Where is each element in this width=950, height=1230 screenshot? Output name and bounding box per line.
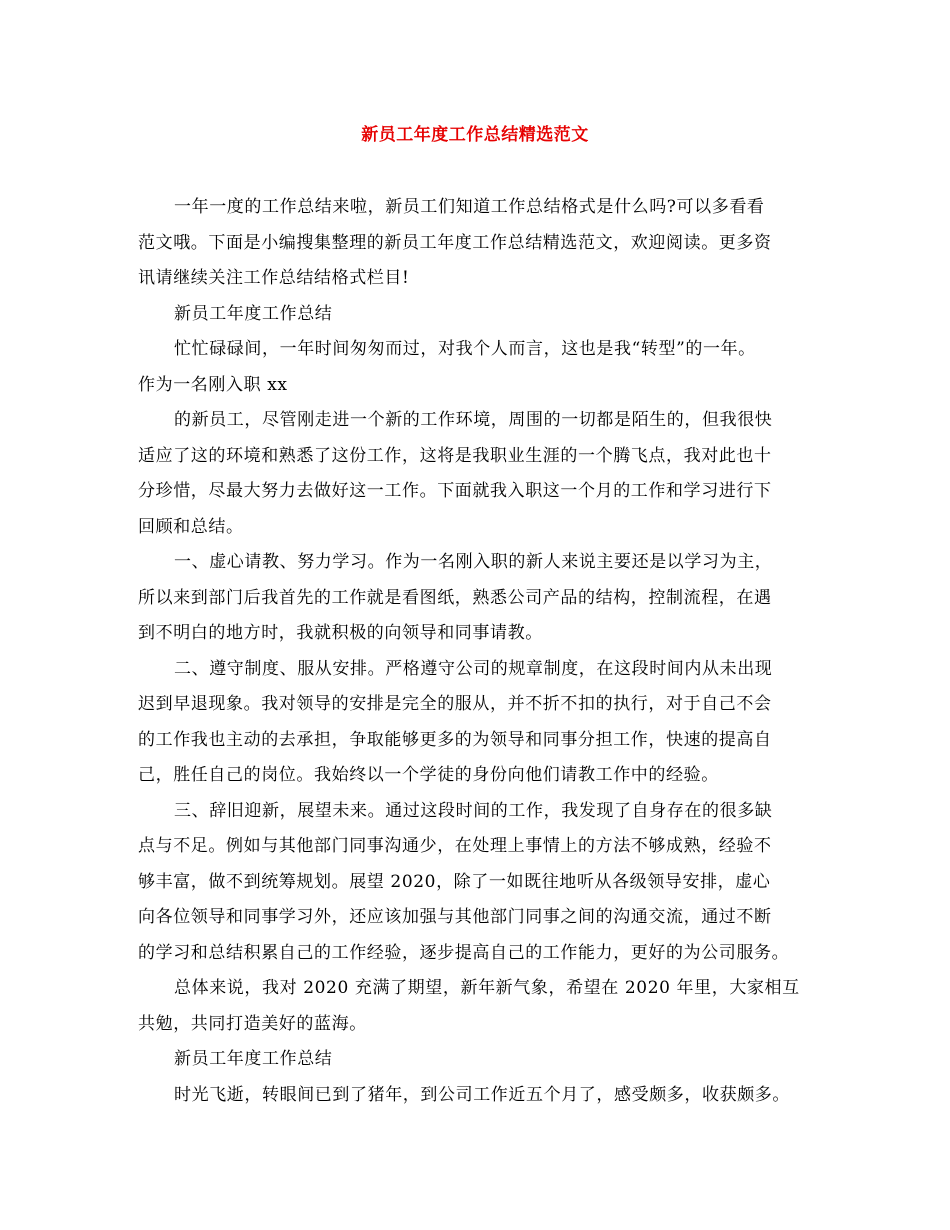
body-line: 够丰富，做不到统筹规划。展望 2020，除了一如既往地听从各级领导安排，虚心 — [138, 871, 771, 892]
body-line: 的新员工，尽管刚走进一个新的工作环境，周围的一切都是陌生的，但我很快 — [174, 410, 773, 430]
body-line: 己，胜任自己的岗位。我始终以一个学徒的身份向他们请教工作中的经验。 — [138, 765, 719, 785]
document-title: 新员工年度工作总结精选范文 — [361, 125, 589, 145]
body-line: 适应了这的环境和熟悉了这份工作，这将是我职业生涯的一个腾飞点，我对此也十 — [138, 445, 772, 466]
document-body — [138, 190, 824, 1113]
body-line: 一、虚心请教、努力学习。作为一名刚入职的新人来说主要还是以学习为主， — [174, 552, 773, 572]
body-line: 迟到早退现象。我对领导的安排是完全的服从，并不折不扣的执行，对于自己不会 — [138, 694, 772, 714]
body-line: 的工作我也主动的去承担，争取能够更多的为领导和同事分担工作，快速的提高自 — [138, 729, 772, 750]
body-line: 讯请继续关注工作总结结格式栏目! — [138, 268, 410, 288]
body-line: 新员工年度工作总结 — [174, 303, 333, 324]
body-line: 点与不足。例如与其他部门同事沟通少，在处理上事情上的方法不够成熟，经验不 — [138, 836, 772, 856]
body-line: 共勉，共同打造美好的蓝海。 — [138, 1013, 367, 1034]
body-line: 回顾和总结。 — [138, 516, 244, 537]
body-line: 二、遵守制度、服从安排。严格遵守公司的规章制度，在这段时间内从未出现 — [174, 658, 773, 679]
body-line: 的学习和总结积累自己的工作经验，逐步提高自己的工作能力，更好的为公司服务。 — [138, 942, 790, 963]
body-line: 所以来到部门后我首先的工作就是看图纸，熟悉公司产品的结构，控制流程，在遇 — [138, 587, 772, 608]
body-line: 向各位领导和同事学习外，还应该加强与其他部门同事之间的沟通交流，通过不断 — [138, 907, 772, 927]
body-line: 总体来说，我对 2020 充满了期望，新年新气象，希望在 2020 年里，大家相互 — [174, 978, 800, 998]
body-line: 作为一名刚入职 xx — [138, 374, 288, 395]
body-line: 时光飞逝，转眼间已到了猪年，到公司工作近五个月了，感受颇多，收获颇多。 — [174, 1084, 790, 1105]
body-line: 范文哦。下面是小编搜集整理的新员工年度工作总结精选范文，欢迎阅读。更多资 — [138, 232, 772, 253]
body-line: 忙忙碌碌间，一年时间匆匆而过，对我个人而言，这也是我“转型”的一年。 — [174, 339, 756, 359]
body-line: 到不明白的地方时，我就积极的向领导和同事请教。 — [138, 623, 543, 643]
body-line: 三、辞旧迎新，展望未来。通过这段时间的工作，我发现了自身存在的很多缺 — [174, 800, 773, 821]
body-line: 新员工年度工作总结 — [174, 1049, 333, 1069]
body-line: 分珍惜，尽最大努力去做好这一工作。下面就我入职这一个月的工作和学习进行下 — [138, 481, 772, 501]
body-line: 一年一度的工作总结来啦，新员工们知道工作总结格式是什么吗?可以多看看 — [174, 197, 765, 217]
